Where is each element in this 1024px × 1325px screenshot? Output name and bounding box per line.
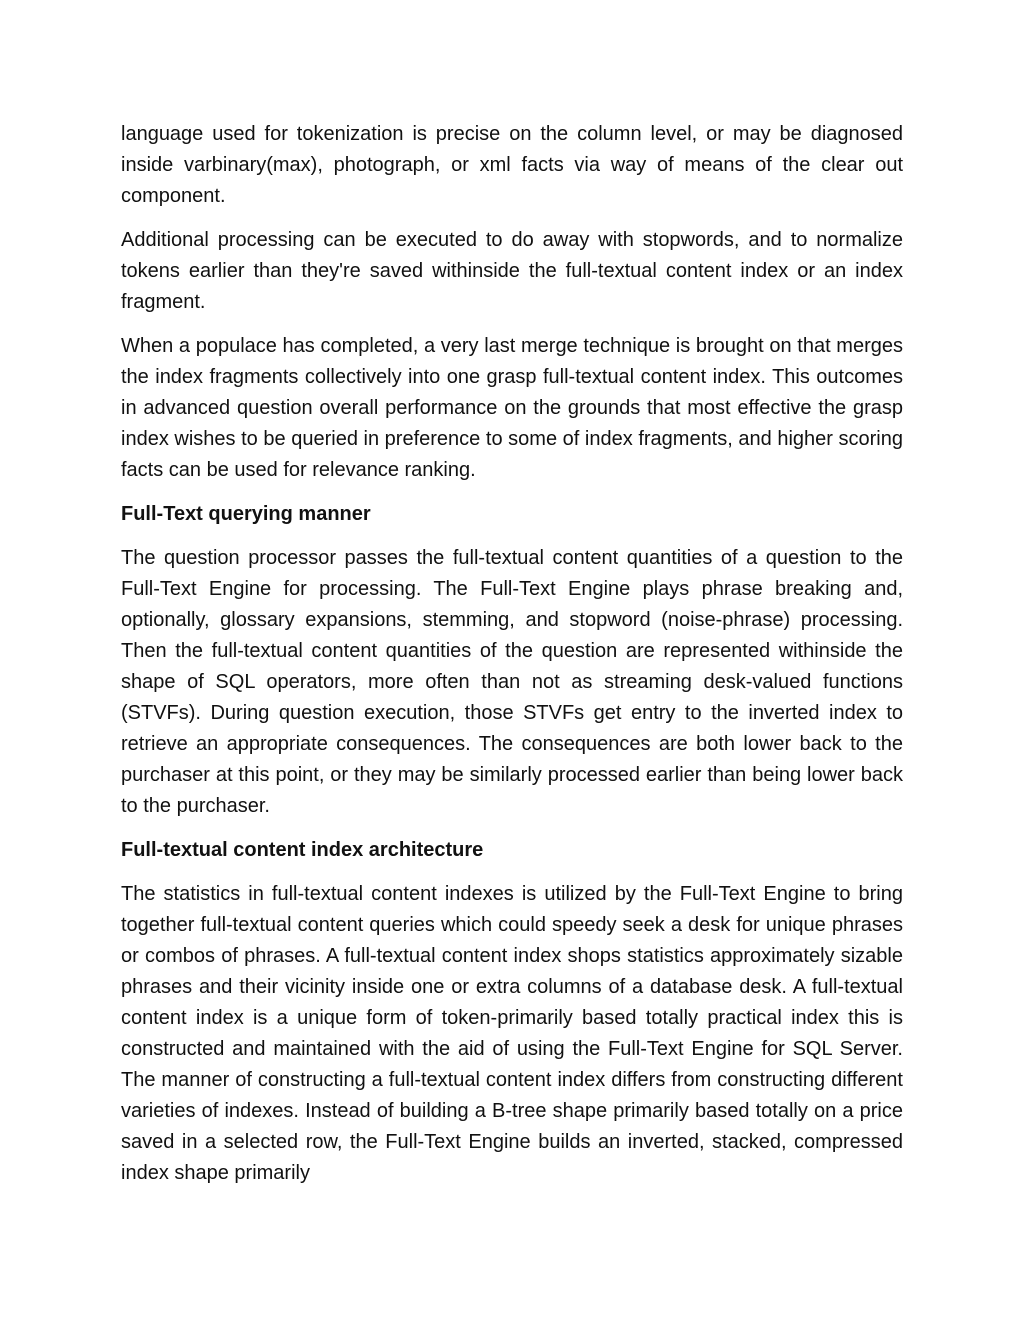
paragraph-query-processor: The question processor passes the full-textual content quantities of a question to the Full-Text Engine for processing. The Full-Text Engine plays phrase breaking and, optionally, glossary expansions, stemming, and stopword (noise-phrase) processing. Then the full-textual content quantities of the question are represented withinside the shape of SQL operators, more often than not as streaming desk-valued functions (STVFs). During question execution, those STVFs get entry to the inverted index to retrieve an appropriate consequences. The consequences are both lower back to the purchaser at this point, or they may be similarly processed earlier than being lower back to the purchaser. (121, 547, 903, 817)
paragraph-stopwords: Additional processing can be executed to do away with stopwords, and to normalize tokens earlier than they're saved withinside the full-textual content index or an index fragment. (121, 229, 903, 313)
document-page (121, 119, 903, 1202)
paragraph-tokenization: language used for tokenization is precise on the column level, or may be diagnosed inside varbinary(max), photograph, or xml facts via way of means of the clear out component. (121, 123, 903, 207)
paragraph-index-statistics: The statistics in full-textual content indexes is utilized by the Full-Text Engine to bring together full-textual content queries which could speedy seek a desk for unique phrases or combos of phrases. A full-textual content index shops statistics approximately sizable phrases and their vicinity inside one or extra columns of a database desk. A full-textual content index is a unique form of token-primarily based totally practical index this is constructed and maintained with the aid of using the Full-Text Engine for SQL Server. The manner of constructing a full-textual content index differs from constructing different varieties of indexes. Instead of building a B-tree shape primarily based totally on a price saved in a selected row, the Full-Text Engine builds an inverted, stacked, compressed index shape primarily (121, 883, 903, 1184)
heading-index-architecture: Full-textual content index architecture (121, 839, 484, 861)
heading-querying: Full-Text querying manner (121, 503, 371, 525)
paragraph-merge: When a populace has completed, a very last merge technique is brought on that merges the index fragments collectively into one grasp full-textual content index. This outcomes in advanced question overall performance on the grounds that most effective the grasp index wishes to be queried in preference to some of index fragments, and higher scoring facts can be used for relevance ranking. (121, 335, 903, 481)
